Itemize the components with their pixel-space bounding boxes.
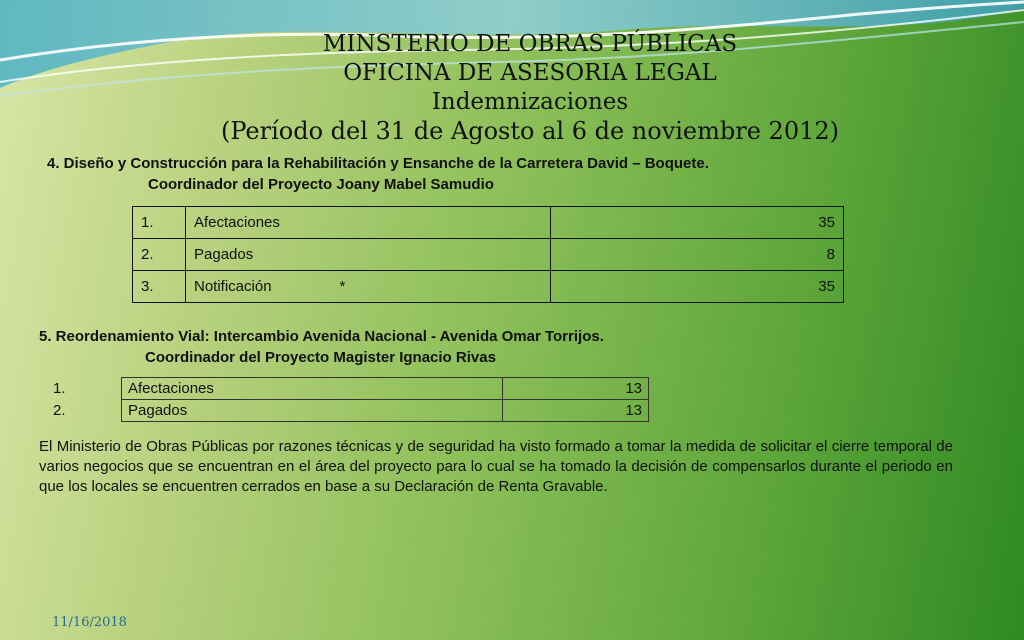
row-label: Afectaciones	[186, 207, 551, 239]
page-title	[0, 30, 1024, 146]
table-row	[133, 271, 844, 303]
project5-coordinator: Coordinador del Proyecto Magister Ignacio Rivas	[145, 349, 496, 366]
table-row	[39, 378, 649, 400]
title-period: (Período del 31 de Agosto al 6 de noviembre 2012)	[220, 117, 839, 145]
row-value: 35	[551, 207, 844, 239]
closure-paragraph: El Ministerio de Obras Públicas por razones técnicas y de seguridad ha visto formado a tomar la medida de solicitar el cierre temporal de varios negocios que se encuentran en el área del proyecto para lo cual se ha tomado la decisión de compensarlos durante el periodo en que los locales se encuentren cerrados en base a su Declaración de Renta Gravable.	[39, 438, 953, 495]
row-number: 2.	[133, 239, 186, 271]
project4-table	[132, 206, 844, 303]
row-number: 1.	[133, 207, 186, 239]
project4-coordinator: Coordinador del Proyecto Joany Mabel Samudio	[148, 176, 494, 193]
table-row	[39, 400, 649, 422]
title-office: OFICINA DE ASESORIA LEGAL	[343, 60, 717, 86]
table-row	[133, 239, 844, 271]
row-label	[186, 271, 551, 303]
title-ministry: MINSTERIO DE OBRAS PÚBLICAS	[322, 31, 738, 57]
slide-date: 11/16/2018	[52, 615, 127, 630]
row-value: 8	[551, 239, 844, 271]
project5-table	[39, 377, 649, 422]
row-number: 3.	[133, 271, 186, 303]
row-asterisk: *	[339, 278, 346, 295]
row-label: Pagados	[122, 400, 503, 422]
title-topic: Indemnizaciones	[431, 89, 629, 115]
row-value: 35	[551, 271, 844, 303]
row-value: 13	[503, 378, 649, 400]
row-number: 1.	[53, 380, 66, 397]
project4-title: 4. Diseño y Construcción para la Rehabilitación y Ensanche de la Carretera David – Boquete.	[47, 155, 709, 172]
row-label: Afectaciones	[122, 378, 503, 400]
table-row	[133, 207, 844, 239]
row-number: 2.	[53, 402, 66, 419]
row-label-text: Notificación	[194, 278, 272, 295]
project5-title: 5. Reordenamiento Vial: Intercambio Avenida Nacional - Avenida Omar Torrijos.	[39, 328, 604, 345]
row-label: Pagados	[186, 239, 551, 271]
row-value: 13	[503, 400, 649, 422]
